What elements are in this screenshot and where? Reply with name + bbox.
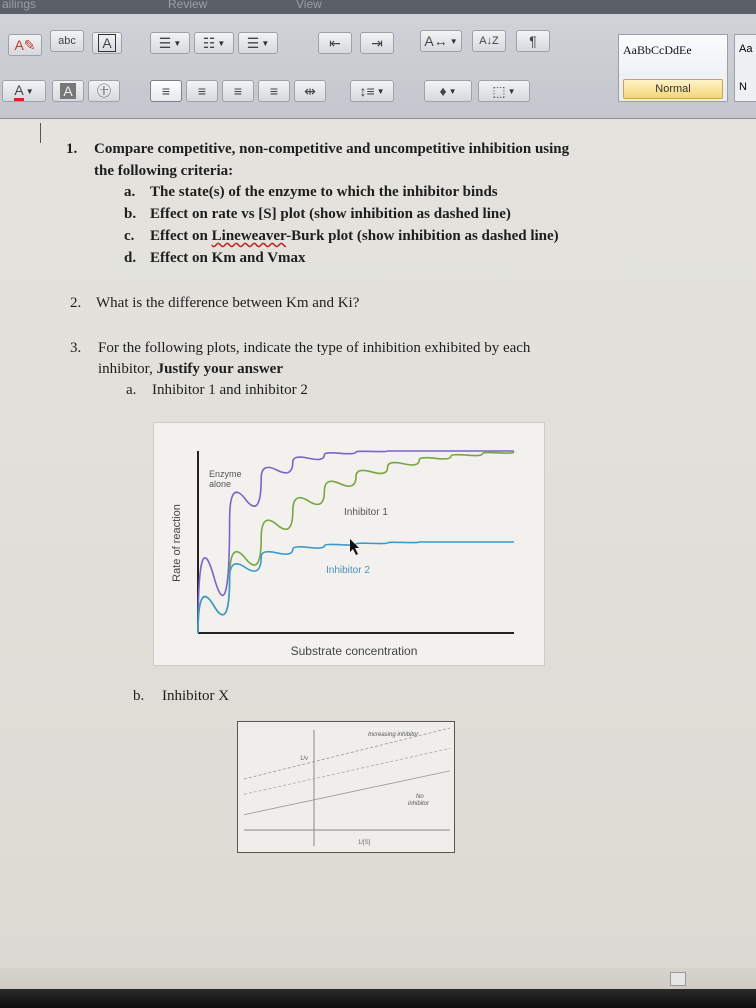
q3-item-b-letter: b. [133,688,145,704]
clear-formatting-button[interactable] [8,34,42,56]
align-center-button[interactable] [186,80,218,102]
indent-icon: ⇥ [371,34,383,51]
chevron-down-icon: ▼ [261,38,270,48]
pilcrow-icon: ¶ [529,33,537,49]
paint-bucket-icon: ♦ [439,83,447,99]
justify-button[interactable] [258,80,290,102]
q1-item-d-text: Effect on Km and Vmax [150,250,306,266]
q3-item-a-text: Inhibitor 1 and inhibitor 2 [152,382,308,398]
font-color-button[interactable] [2,80,46,102]
style-name-label: Normal [623,79,723,99]
sort-button[interactable] [472,30,506,52]
taskbar [0,989,756,1008]
eraser-icon: A✎ [14,36,36,53]
chevron-down-icon: ▼ [507,86,516,96]
decrease-indent-button[interactable] [318,32,352,54]
increase-indent-button[interactable] [360,32,394,54]
bullets-button[interactable] [150,32,190,54]
distributed-button[interactable] [294,80,326,102]
y-axis-label: Rate of reaction [171,504,183,582]
tab-review[interactable]: Review [168,0,208,11]
borders-button[interactable] [478,80,530,102]
question-3-line1: For the following plots, indicate the type of inhibition exhibited by each [98,340,531,356]
rate-vs-substrate-chart [154,423,544,665]
strikethrough-button[interactable] [50,30,84,52]
graph-inhibitors-1-2[interactable] [153,422,545,666]
character-border-button[interactable] [92,32,122,54]
boxed-a-icon: A [98,34,115,52]
question-1-number: 1. [66,141,78,157]
x-axis-label: 1/[S] [358,840,371,846]
style-normal[interactable] [618,34,728,102]
enclose-characters-button[interactable] [88,80,120,102]
lb-series-line-3 [244,771,450,815]
show-formatting-button[interactable] [516,30,550,52]
label-enzyme-alone: Enzyme alone [209,469,242,489]
align-center-icon: ≡ [197,83,207,99]
line-spacing-icon: ↕≡ [359,83,375,99]
enclosed-character-icon: ㊉ [97,83,111,99]
lineweaver-burk-chart [238,722,454,852]
q1-item-c-letter: c. [124,228,135,244]
x-axis-label: Substrate concentration [290,644,418,658]
align-left-button[interactable] [150,80,182,102]
multilevel-list-icon: ☰ [246,34,260,51]
status-bar [0,968,756,989]
q1-item-c-post: -Burk plot (show inhibition as dashed line) [286,228,559,244]
q1-item-a-letter: a. [124,184,136,200]
question-1-line1: Compare competitive, non-competitive and uncompetitive inhibition using [94,141,570,157]
question-1-line2: the following criteria: [94,163,234,179]
style-sample-text: AaBbCcDdEe [623,43,692,57]
sort-az-icon: A↓Z [479,35,499,47]
chevron-down-icon: ▼ [376,86,385,96]
q1-item-c-pre: Effect on [150,228,212,244]
align-right-icon: ≡ [233,83,243,99]
label-no-inhibitor: No inhibitor [408,794,430,807]
question-3-line2 [98,361,283,378]
text-cursor [40,123,41,143]
ribbon-toolbar [0,0,756,119]
text-direction-button[interactable] [420,30,462,52]
chevron-down-icon: ▼ [217,38,226,48]
q3-item-b-text: Inhibitor X [162,688,230,704]
question-2-text: What is the difference between Km and Ki? [96,295,360,311]
distribute-icon: ⇹ [304,82,316,99]
outdent-icon: ⇤ [329,34,341,51]
misspelled-word[interactable]: Lineweaver [211,228,287,244]
question-2-number: 2. [70,295,82,311]
document-page[interactable] [0,119,756,989]
series-line-3 [198,542,514,633]
strikethrough-icon: abc [58,35,76,47]
line-spacing-button[interactable] [350,80,394,102]
multilevel-list-button[interactable] [238,32,278,54]
view-layout-icon[interactable] [670,972,686,986]
q1-item-b-text: Effect on rate vs [S] plot (show inhibition as dashed line) [150,206,511,222]
numbering-button[interactable] [194,32,234,54]
text-direction-icon: A↔ [424,33,448,49]
q1-item-a-text: The state(s) of the enzyme to which the inhibitor binds [150,184,498,200]
chevron-down-icon: ▼ [173,38,182,48]
tab-view[interactable]: View [296,0,322,11]
style-next[interactable] [734,34,756,102]
font-color-icon: A [14,82,23,101]
label-inhibitor-2: Inhibitor 2 [326,565,370,576]
align-right-button[interactable] [222,80,254,102]
tab-mailings[interactable]: ailings [2,0,37,11]
q1-item-b-letter: b. [124,206,137,222]
graph-inhibitor-x[interactable] [237,721,455,853]
q1-item-c-text [150,228,559,245]
numbered-list-icon: ☷ [202,34,216,51]
chevron-down-icon: ▼ [448,86,457,96]
question-3-line2-pre: inhibitor, [98,361,157,377]
shading-button[interactable] [424,80,472,102]
style-next-sample: Aa [739,43,753,55]
label-increasing-inhibitor: Increasing inhibitor [368,732,419,738]
ribbon-tabs [0,0,756,14]
chevron-down-icon: ▼ [25,86,34,96]
mouse-pointer-icon [350,539,359,555]
justify-icon: ≡ [269,83,279,99]
border-icon: ⬚ [492,82,506,99]
label-inhibitor-1: Inhibitor 1 [344,507,388,518]
align-left-icon: ≡ [161,83,171,99]
q1-item-d-letter: d. [124,250,137,266]
character-shading-button[interactable] [52,80,84,102]
q3-item-a-letter: a. [126,382,137,398]
shaded-a-icon: A [60,83,75,99]
bullet-list-icon: ☰ [158,34,172,51]
chevron-down-icon: ▼ [449,36,458,46]
question-3-number: 3. [70,340,82,356]
y-axis-label: 1/v [299,756,308,762]
question-3-line2-bold: Justify your answer [156,361,283,377]
style-next-name: N [739,81,747,93]
